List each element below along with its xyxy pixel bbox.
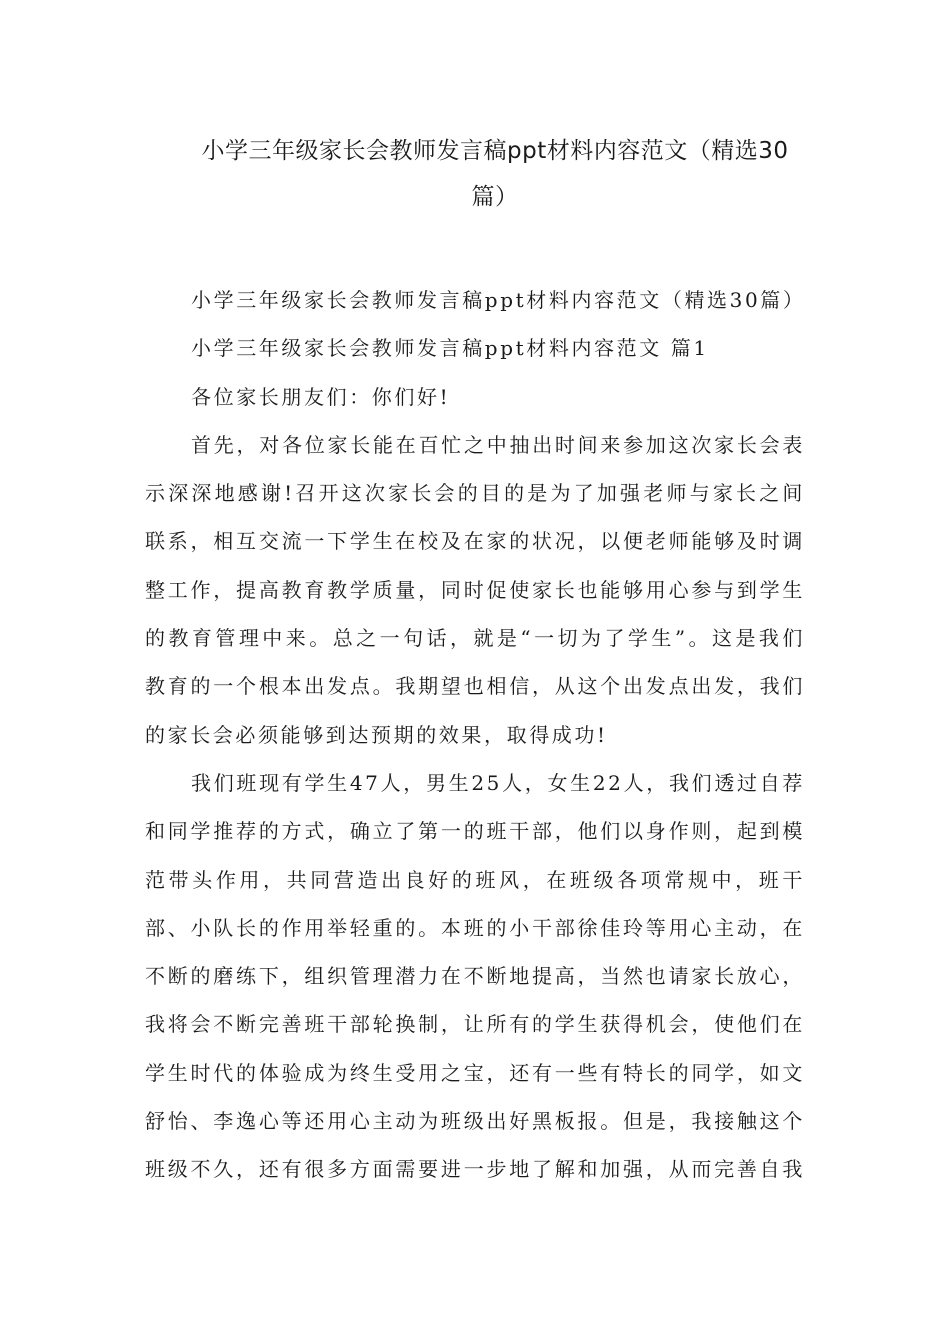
paragraph-line: 学生时代的体验成为终生受用之宝，还有一些有特长的同学，如文: [145, 1060, 805, 1085]
paragraph-line: 首先，对各位家长能在百忙之中抽出时间来参加这次家长会表: [191, 432, 805, 457]
paragraph-line: 的教育管理中来。总之一句话，就是“一切为了学生”。这是我们: [145, 626, 805, 651]
paragraph-line: 班级不久，还有很多方面需要进一步地了解和加强，从而完善自我: [145, 1157, 805, 1182]
paragraph-line: 不断的磨练下，组织管理潜力在不断地提高，当然也请家长放心，: [145, 964, 805, 989]
greeting-line: 各位家长朋友们：你们好!: [191, 384, 451, 409]
paragraph-line: 我们班现有学生47人，男生25人，女生22人，我们透过自荐: [191, 770, 805, 795]
paragraph-line: 我将会不断完善班干部轮换制，让所有的学生获得机会，使他们在: [145, 1012, 805, 1037]
title-line-1: 小学三年级家长会教师发言稿ppt材料内容范文（精选30: [201, 138, 789, 164]
paragraph-line: 示深深地感谢!召开这次家长会的目的是为了加强老师与家长之间: [145, 481, 805, 506]
subtitle-line: 小学三年级家长会教师发言稿ppt材料内容范文（精选30篇）: [191, 288, 806, 312]
paragraph-line: 舒怡、李逸心等还用心主动为班级出好黑板报。但是，我接触这个: [145, 1109, 805, 1134]
document-body: [145, 276, 805, 1194]
paragraph-line: 部、小队长的作用举轻重的。本班的小干部徐佳玲等用心主动，在: [145, 915, 805, 940]
paragraph-line: 的家长会必须能够到达预期的效果，取得成功!: [145, 722, 608, 747]
paragraph-line: 联系，相互交流一下学生在校及在家的状况，以便老师能够及时调: [145, 529, 805, 554]
title-line-2: 篇）: [471, 184, 519, 210]
paragraph-line: 范带头作用，共同营造出良好的班风，在班级各项常规中，班干: [145, 867, 805, 892]
document-title: [145, 128, 845, 220]
section-heading: 小学三年级家长会教师发言稿ppt材料内容范文 篇1: [191, 336, 709, 361]
paragraph-line: 整工作，提高教育教学质量，同时促使家长也能够用心参与到学生: [145, 577, 805, 602]
paragraph-line: 教育的一个根本出发点。我期望也相信，从这个出发点出发，我们: [145, 674, 805, 699]
paragraph-line: 和同学推荐的方式，确立了第一的班干部，他们以身作则，起到模: [145, 819, 805, 844]
